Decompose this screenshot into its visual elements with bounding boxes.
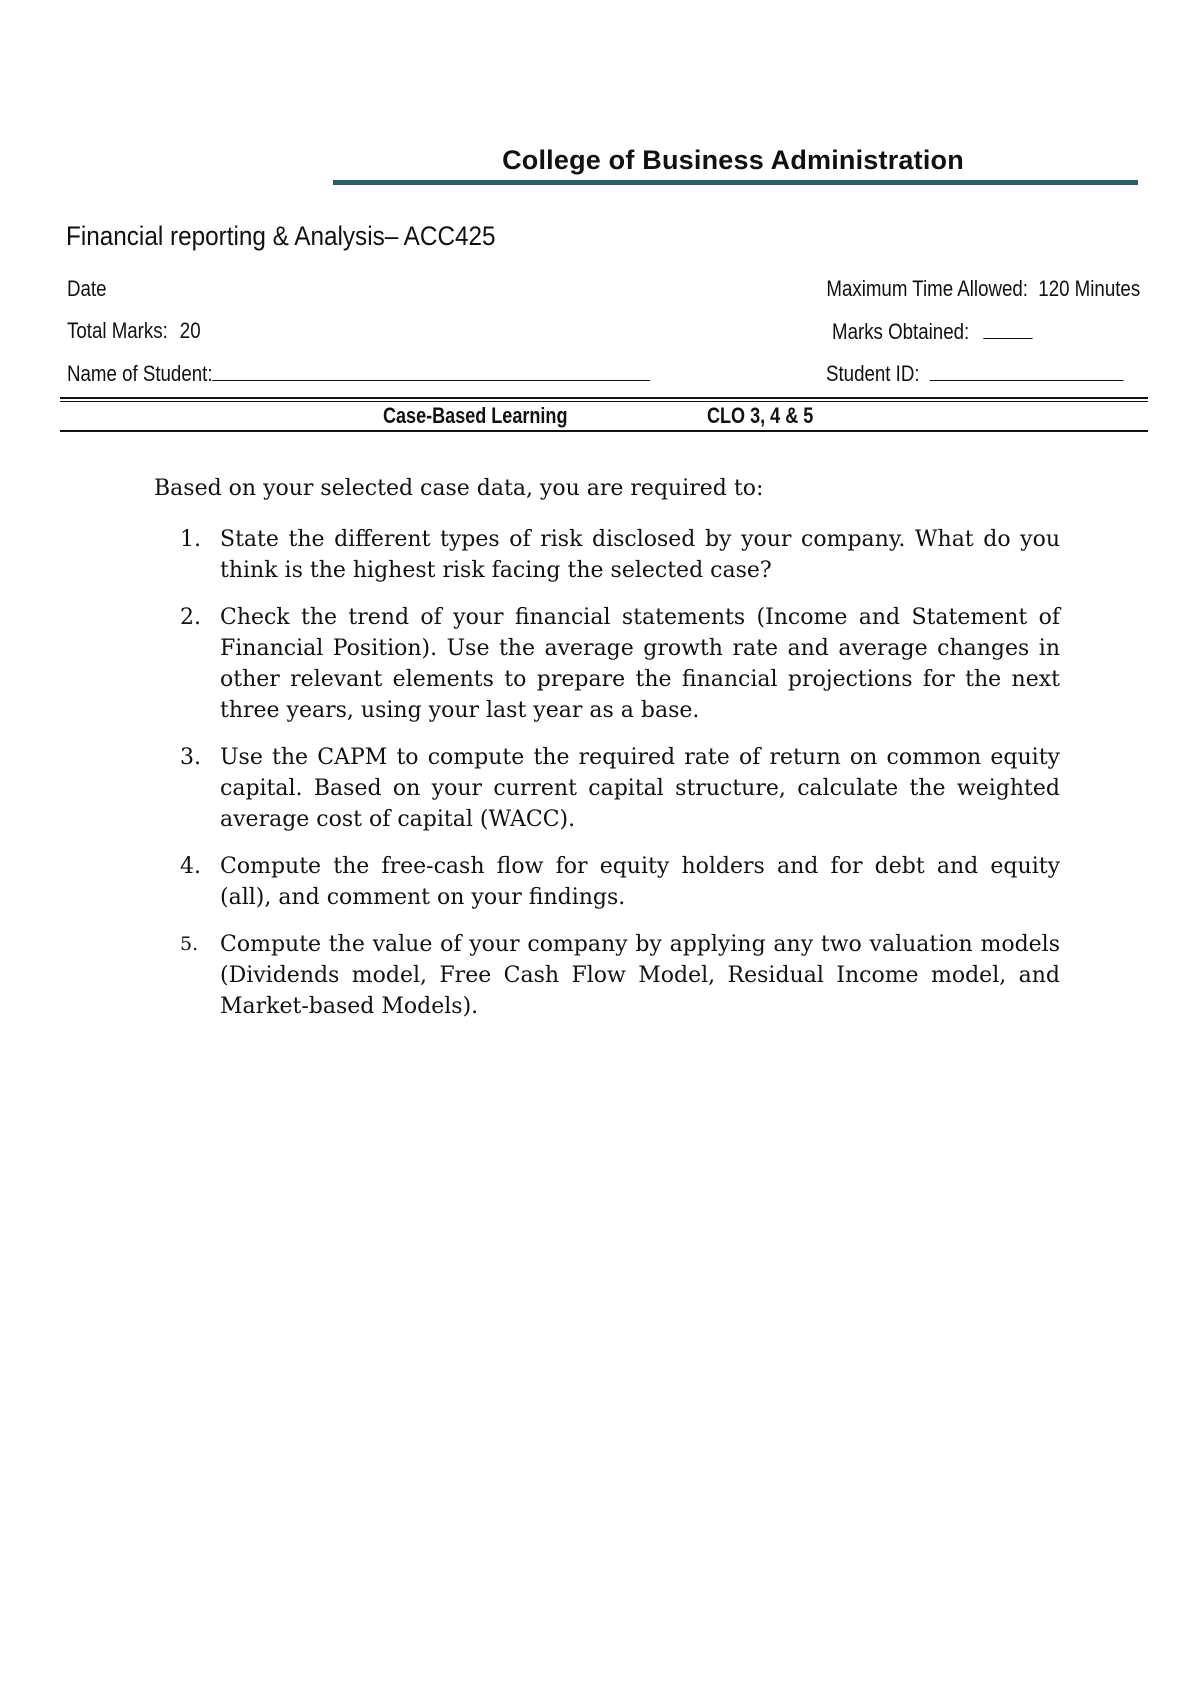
marks-obtained-info	[832, 318, 1032, 345]
date-label: Date	[67, 276, 107, 301]
course-title: Financial reporting & Analysis– ACC425	[66, 221, 496, 251]
question-text: Check the trend of your financial statements (Income and Statement of Financial Position). Use the average growth rate and average changes in other relevant elements to prepare the financial projections for the next three years, using your last year as a base.	[220, 605, 1060, 723]
case-based-learning-label: Case-Based Learning	[383, 403, 568, 428]
student-name-label: Name of Student:	[67, 361, 213, 386]
student-name-field[interactable]	[213, 360, 651, 381]
student-id-label: Student ID:	[826, 361, 920, 386]
section-rule-bottom	[60, 430, 1148, 432]
question-item	[180, 602, 1060, 726]
student-name-info	[67, 360, 650, 387]
total-marks-info	[67, 318, 201, 344]
question-text: Compute the value of your company by applying any two valuation models (Dividends model, Free Cash Flow Model, Residual Income model, and Market-based Models).	[220, 932, 1060, 1019]
marks-obtained-field[interactable]	[983, 318, 1032, 339]
section-rule-top-inner	[60, 401, 1148, 402]
question-number: 4.	[180, 854, 201, 879]
marks-obtained-label: Marks Obtained:	[832, 319, 970, 344]
college-title: College of Business Administration	[502, 145, 964, 175]
question-item	[180, 742, 1060, 835]
max-time-value: 120 Minutes	[1038, 276, 1140, 301]
total-marks-label: Total Marks:	[67, 318, 168, 343]
clo-label: CLO 3, 4 & 5	[707, 403, 814, 428]
instructions-intro: Based on your selected case data, you are required to:	[154, 476, 764, 501]
question-number: 1.	[180, 527, 201, 552]
question-text: State the different types of risk disclosed by your company. What do you think is the highest risk facing the selected case?	[220, 527, 1060, 583]
question-text: Use the CAPM to compute the required rate of return on common equity capital. Based on your current capital structure, calculate the weighted average cost of capital (WACC).	[220, 745, 1060, 832]
question-item	[180, 851, 1060, 913]
student-id-info	[826, 360, 1124, 387]
max-time-label: Maximum Time Allowed:	[826, 276, 1028, 301]
question-list	[180, 524, 1060, 1038]
question-item	[180, 929, 1060, 1022]
college-title-underline	[333, 180, 1138, 185]
total-marks-value: 20	[179, 318, 201, 343]
student-id-field[interactable]	[930, 360, 1124, 381]
question-number: 2.	[180, 605, 201, 630]
question-number: 5.	[180, 933, 199, 955]
question-number: 3.	[180, 745, 201, 770]
max-time-info	[826, 276, 1140, 302]
section-rule-top	[60, 397, 1148, 399]
question-text: Compute the free-cash flow for equity holders and for debt and equity (all), and comment on your findings.	[220, 854, 1060, 910]
question-item	[180, 524, 1060, 586]
